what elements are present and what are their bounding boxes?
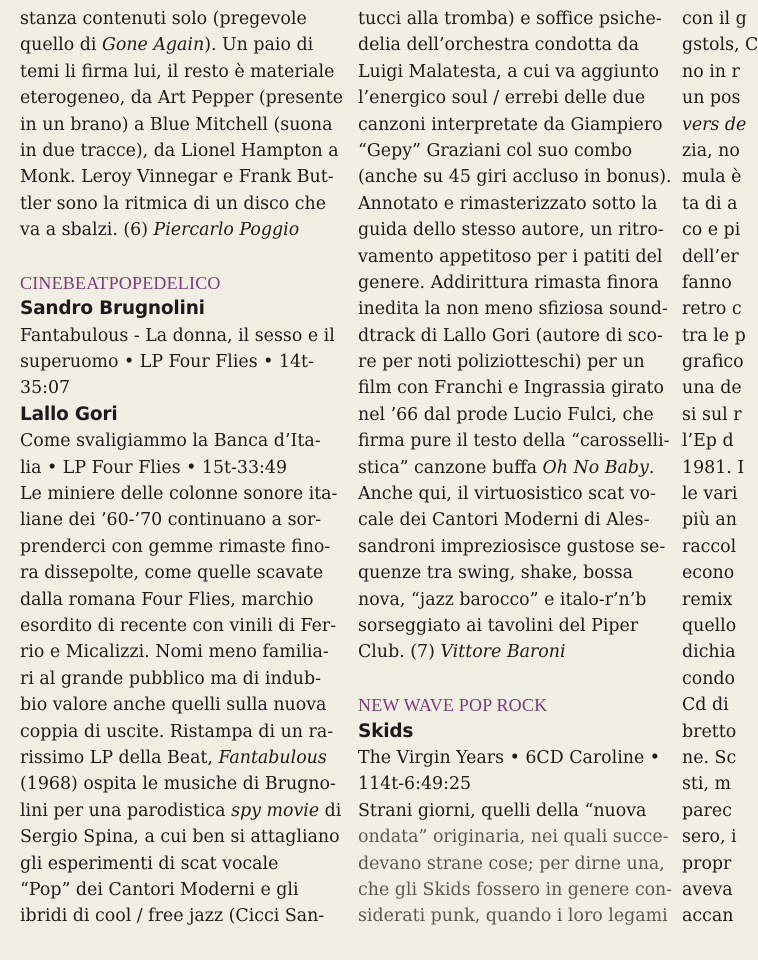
text-line: devano strane cose; per dirne una,	[358, 853, 665, 874]
text-line: guida dello stesso autore, un ritro-	[358, 220, 664, 241]
text-line: zia, no	[682, 140, 740, 161]
release-info: Come svaligiammo la Banca d’Ita-	[20, 431, 321, 452]
text-line: un pos	[682, 88, 741, 109]
text-line: “Pop” dei Cantori Moderni e gli	[20, 879, 299, 900]
release-info: Fantabulous - La donna, il sesso e il	[20, 325, 335, 346]
text-line: ra dissepolte, come quelle scavate	[20, 563, 324, 584]
text-line: (anche su 45 giri accluso in bonus).	[358, 167, 672, 188]
text-line: ondata” originaria, nei quali succe-	[358, 827, 669, 848]
text-line: econo	[682, 563, 735, 584]
text-line: film con Franchi e Ingrassia girato	[358, 378, 664, 399]
text-line: le vari	[682, 484, 738, 505]
text-line: Luigi Malatesta, a cui va aggiunto	[358, 61, 659, 82]
text-line: Anche qui, il virtuosistico scat vo-	[358, 484, 656, 505]
section-heading: CINEBEATPOPEDELICO	[20, 272, 221, 293]
text-line: liane dei ’60-’70 continuano a sor-	[20, 510, 322, 531]
review-body	[358, 798, 673, 930]
text-line: rio e Micalizzi. Nomi meno familia-	[20, 642, 329, 663]
text-line: bretto	[682, 721, 737, 742]
text-line: sti, m	[682, 774, 732, 795]
text-line: l’energico soul / errebi delle due	[358, 88, 646, 109]
text-line: tler sono la ritmica di un disco che	[20, 193, 327, 214]
review-body	[20, 481, 342, 930]
column-1	[20, 6, 342, 930]
text-line: gstols, C	[682, 35, 758, 56]
text-line: ne. Sc	[682, 747, 737, 768]
text-line: quello di Gone Again). Un paio di	[20, 35, 314, 56]
text-line: (1968) ospita le musiche di Brugno-	[20, 774, 336, 795]
release-info: The Virgin Years • 6CD Caroline •	[358, 747, 661, 768]
text-line: parec	[682, 800, 732, 821]
text-line: rissimo LP della Beat, Fantabulous	[20, 747, 327, 768]
text-line: lini per una parodistica spy movie di	[20, 800, 342, 821]
text-line: prenderci con gemme rimaste fino-	[20, 536, 331, 557]
text-line: no in r	[682, 61, 740, 82]
column-3-cropped	[682, 6, 758, 930]
text-line: propr	[682, 853, 732, 874]
text-line: delia dell’orchestra condotta da	[358, 35, 640, 56]
text-line: in due tracce), da Lionel Hampton a	[20, 140, 339, 161]
text-line: dell’er	[682, 246, 739, 267]
text-line: ibridi di cool / free jazz (Cicci San-	[20, 906, 325, 927]
previous-review-ending	[20, 6, 342, 244]
text-line: più an	[682, 510, 737, 531]
text-line: dtrack di Lallo Gori (autore di sco-	[358, 325, 663, 346]
text-line: Annotato e rimasterizzato sotto la	[358, 193, 658, 214]
artist-heading: Lallo Gori	[20, 403, 118, 425]
text-line: ta di a	[682, 193, 738, 214]
release-info: superuomo • LP Four Flies • 14t-	[20, 352, 314, 373]
text-line: tucci alla tromba) e soffice psiche-	[358, 9, 662, 29]
text-line: coppia di uscite. Ristampa di un ra-	[20, 721, 334, 742]
text-line: quello	[682, 615, 737, 636]
text-line: dalla romana Four Flies, marchio	[20, 589, 314, 610]
text-line: genere. Addirittura rimasta finora	[358, 272, 659, 293]
text-line: Le miniere delle colonne sonore ita-	[20, 484, 338, 505]
text-line: gli esperimenti di scat vocale	[20, 853, 279, 874]
release-info: 114t-6:49:25	[358, 774, 472, 795]
text-line: in un brano) a Blue Mitchell (suona	[20, 114, 333, 135]
text-line: Sergio Spina, a cui ben si attagliano	[20, 827, 340, 848]
text-line: stica” canzone buffa Oh No Baby.	[358, 457, 655, 478]
text-line: l’Ep d	[682, 431, 734, 452]
text-line: mula è	[682, 167, 742, 188]
text-line: retro c	[682, 299, 742, 320]
text-line: sandroni impreziosisce gustose se-	[358, 536, 666, 557]
text-line: temi li firma lui, il resto è materiale	[20, 61, 335, 82]
release-info: 35:07	[20, 378, 71, 399]
text-line: “Gepy” Graziani col suo combo	[358, 140, 633, 161]
text-line: inedita la non meno sfiziosa sound-	[358, 299, 668, 320]
review-body-continued	[358, 6, 672, 666]
text-line: eterogeneo, da Art Pepper (presente	[20, 88, 344, 109]
text-line: sorseggiato ai tavolini del Piper	[358, 615, 639, 636]
release-info: lia • LP Four Flies • 15t-33:49	[20, 457, 288, 478]
text-line: co e pi	[682, 220, 741, 241]
text-line: re per noti poliziotteschi) per un	[358, 352, 645, 373]
text-line: raccol	[682, 536, 737, 557]
text-line: quenze tra swing, shake, bossa	[358, 563, 633, 584]
text-line: cale dei Cantori Moderni di Ales-	[358, 510, 650, 531]
text-line: Strani giorni, quelli della “nuova	[358, 800, 647, 821]
text-line: accan	[682, 906, 734, 927]
text-line: sero, i	[682, 827, 737, 848]
column-2	[358, 6, 673, 930]
text-line-signature: va a sbalzi. (6) Piercarlo Poggio	[20, 220, 300, 241]
text-line: fanno	[682, 272, 732, 293]
section-heading: NEW WAVE POP ROCK	[358, 695, 548, 716]
text-line: una de	[682, 378, 742, 399]
text-line: aveva	[682, 879, 733, 900]
text-line: vers de	[682, 114, 747, 135]
text-line: siderati punk, quando i loro legami	[358, 906, 668, 927]
artist-heading: Skids	[358, 720, 414, 742]
text-line: canzoni interpretate da Giampiero	[358, 114, 663, 135]
artist-heading: Sandro Brugnolini	[20, 298, 205, 320]
text-line: con il g	[682, 9, 747, 29]
text-line: condo	[682, 668, 736, 689]
text-line: vamento appetitoso per i patiti del	[358, 246, 663, 267]
text-line: remix	[682, 589, 733, 610]
text-line: esordito di recente con vinili di Fer-	[20, 615, 337, 636]
text-line: grafico	[682, 352, 744, 373]
text-line: Cd di	[682, 695, 729, 716]
text-line: dichia	[682, 642, 736, 663]
text-line-signature: Club. (7) Vittore Baroni	[358, 642, 566, 663]
text-line: stanza contenuti solo (pregevole	[20, 9, 307, 29]
text-line: che gli Skids fossero in genere con-	[358, 879, 673, 900]
text-line: nel ’66 dal prode Lucio Fulci, che	[358, 404, 654, 425]
text-line: nova, “jazz barocco” e italo-r’n’b	[358, 589, 647, 610]
text-line: ri al grande pubblico ma di indub-	[20, 668, 321, 689]
text-line: firma pure il testo della “carosselli-	[358, 431, 670, 452]
text-line: si sul r	[682, 404, 742, 425]
text-line: bio valore anche quelli sulla nuova	[20, 695, 327, 716]
text-line: 1981. I	[682, 457, 745, 478]
text-line: tra le p	[682, 325, 746, 346]
text-line: Monk. Leroy Vinnegar e Frank But-	[20, 167, 334, 188]
